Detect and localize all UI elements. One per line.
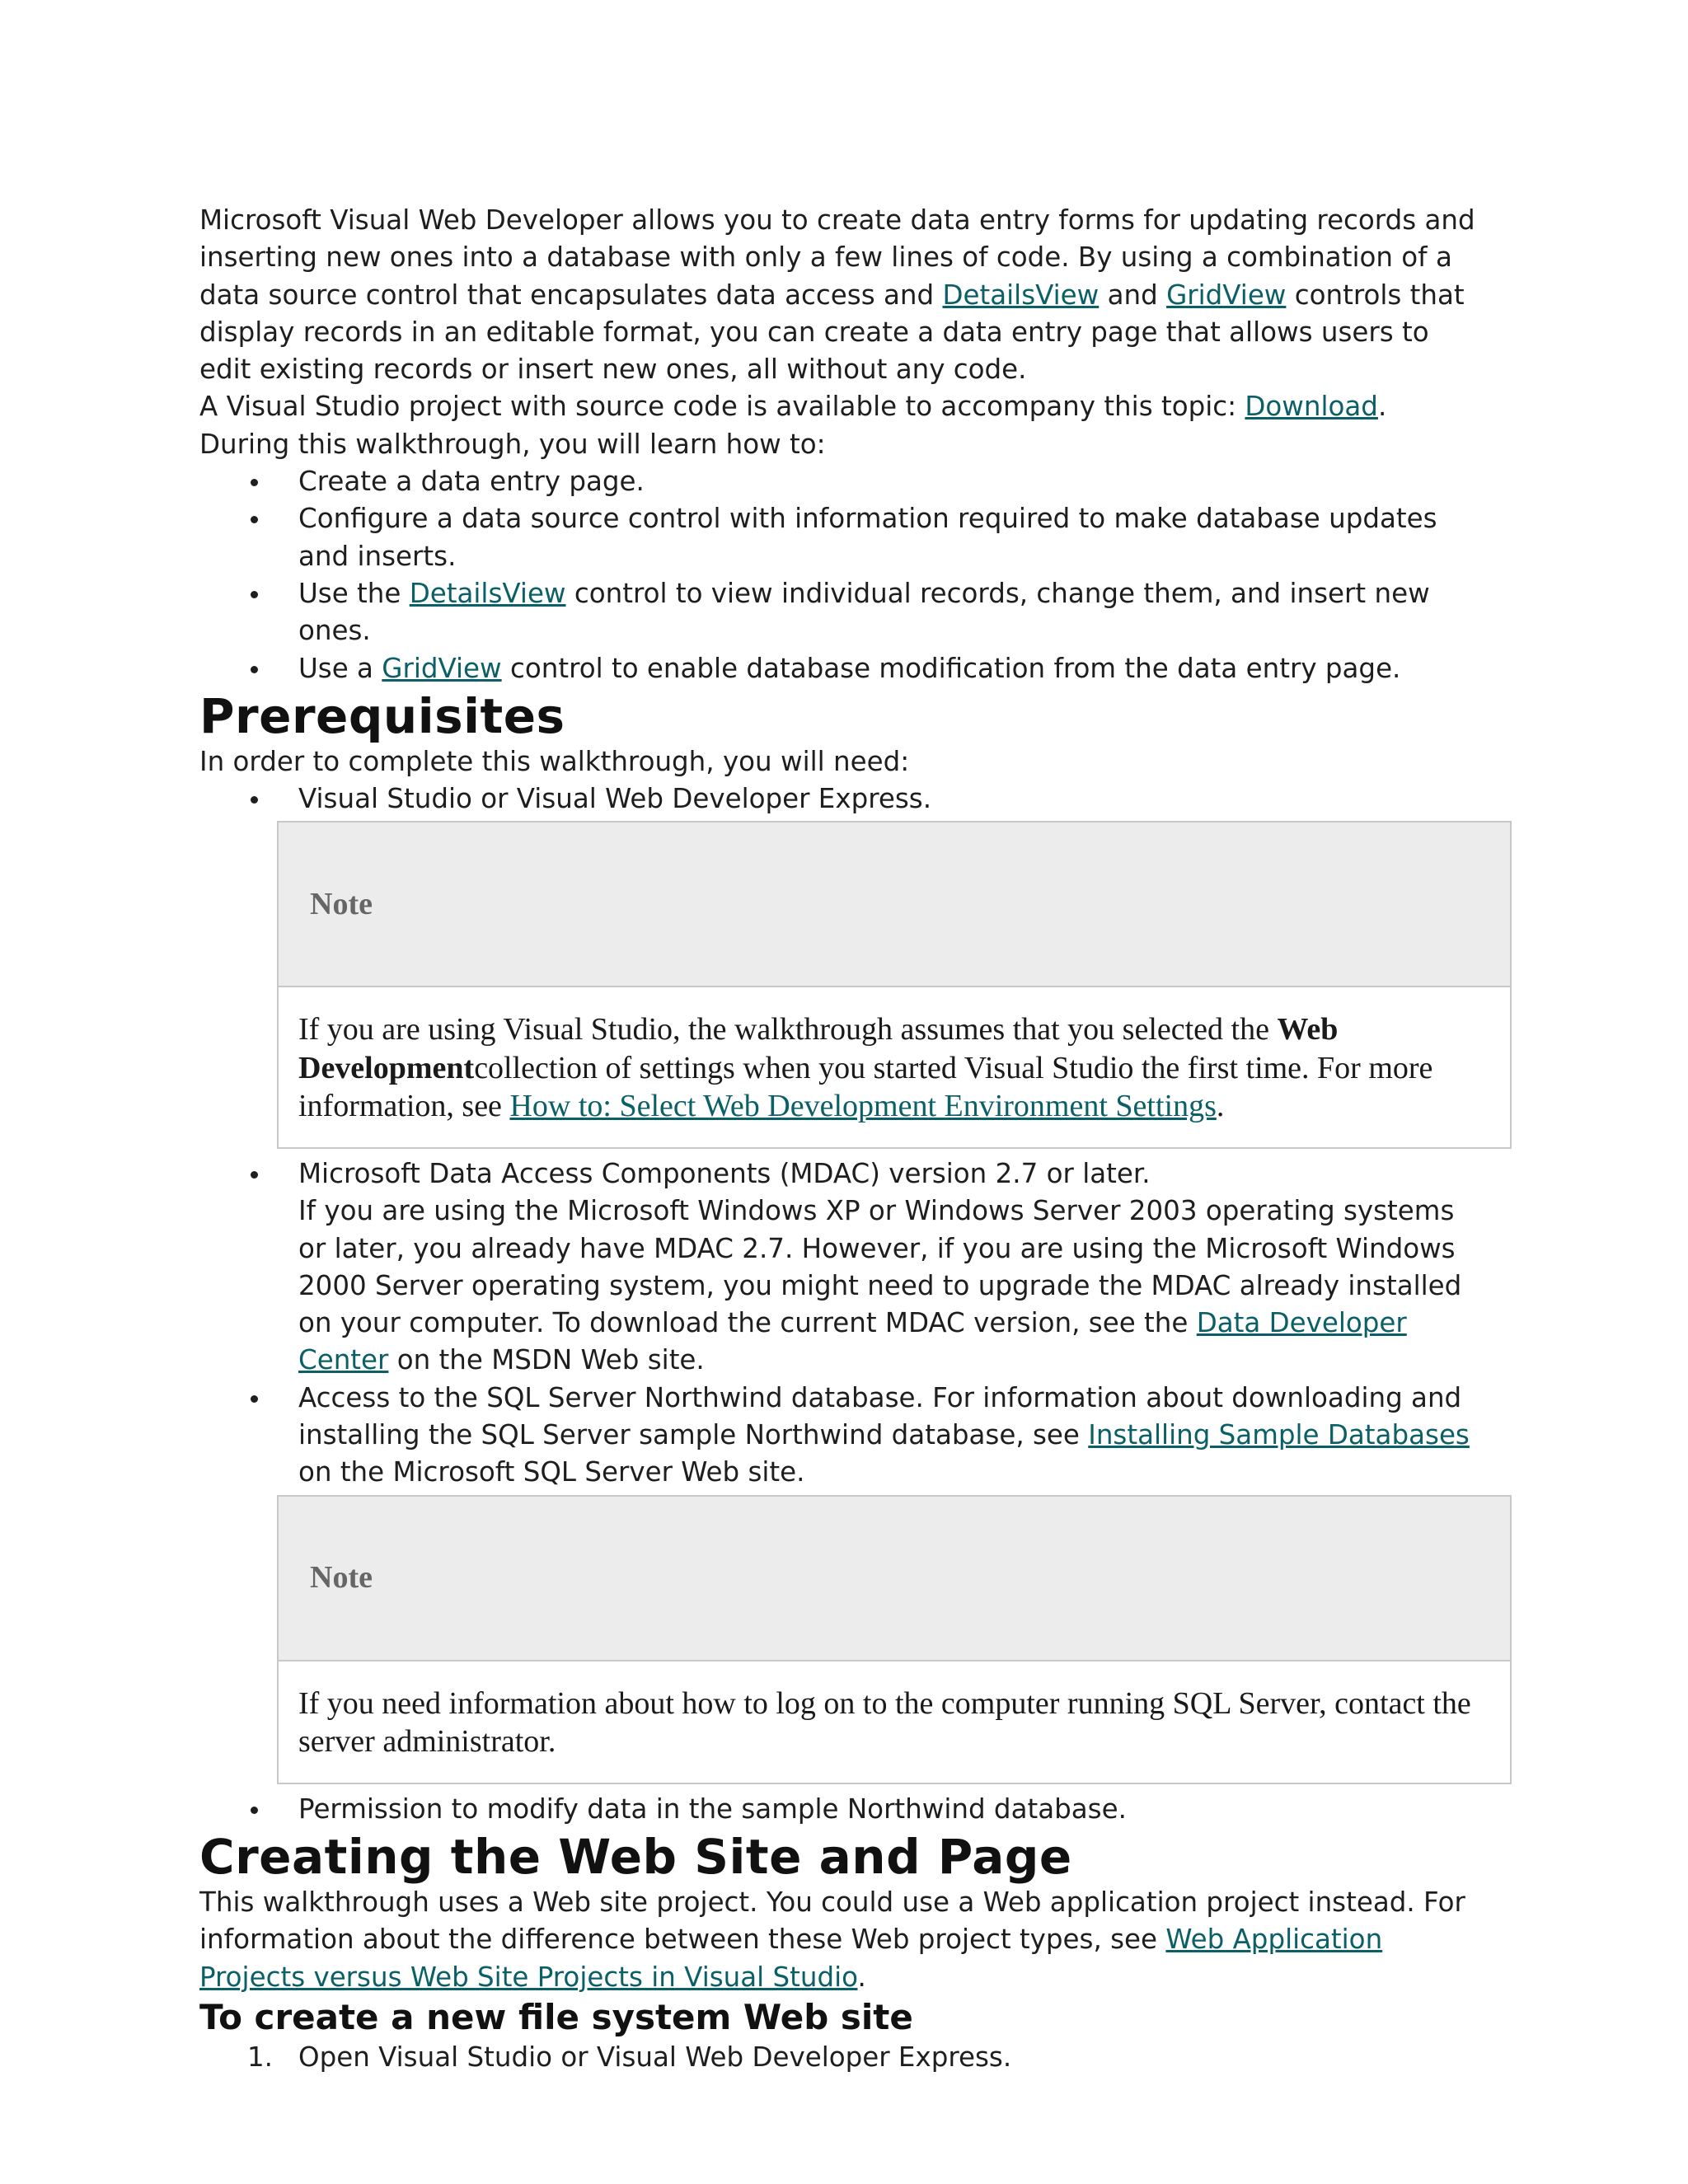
intro-paragraph xyxy=(199,202,1485,388)
download-paragraph xyxy=(199,388,1485,425)
note-text-end: . xyxy=(1216,1089,1225,1124)
web-dev-settings-link[interactable]: How to: Select Web Development Environment Settings xyxy=(509,1089,1217,1124)
list-item: Configure a data source control with information required to make database updates and inserts. xyxy=(199,500,1485,575)
list-detail xyxy=(298,1193,1485,1379)
intro-text: and xyxy=(1099,279,1167,311)
list-item xyxy=(199,1380,1485,1492)
note-box xyxy=(277,1495,1512,1784)
list-item: Visual Studio or Visual Web Developer Express. xyxy=(199,780,1485,818)
step-text: Open Visual Studio or Visual Web Developer Express. xyxy=(298,2041,1012,2073)
intro-text: controls that display records in an editable format, you can create a data entry page that allows users to edit existing records or insert new ones, all without any code. xyxy=(199,279,1465,386)
creating-heading: Creating the Web Site and Page xyxy=(199,1828,1072,1885)
list-item: Permission to modify data in the sample Northwind database. xyxy=(199,1791,1485,1828)
note-title: Note xyxy=(279,823,1510,987)
procedure-heading: To create a new file system Web site xyxy=(199,1996,913,2037)
detailsview-link[interactable]: DetailsView xyxy=(942,279,1100,311)
data-developer-center-link[interactable]: Data Developer Center xyxy=(298,1307,1407,1376)
list-item xyxy=(199,575,1485,650)
intro-text: Microsoft Visual Web Developer allows you to create data entry forms for updating records and inserting new ones into a database with only a few lines of code. By using a combination of a data source control that encapsulates data access and xyxy=(199,204,1475,311)
list-item: Create a data entry page. xyxy=(199,463,1485,500)
creating-paragraph xyxy=(199,1884,1485,1996)
gridview-link[interactable]: GridView xyxy=(382,652,502,684)
list-text: on the Microsoft SQL Server Web site. xyxy=(298,1456,805,1488)
note-box xyxy=(277,821,1512,1149)
list-text: Use a xyxy=(298,652,382,684)
document-content xyxy=(199,202,1485,2076)
installing-sample-databases-link[interactable]: Installing Sample Databases xyxy=(1088,1419,1470,1451)
detail-text: on the MSDN Web site. xyxy=(388,1344,705,1376)
download-link[interactable]: Download xyxy=(1245,391,1378,423)
download-text-end: . xyxy=(1377,391,1387,423)
list-text: Access to the SQL Server Northwind database. For information about downloading and installing the SQL Server sample Northwind database, see xyxy=(298,1381,1462,1451)
list-text: control to enable database modification from the data entry page. xyxy=(501,652,1401,684)
list-item xyxy=(199,650,1485,687)
creating-text-end: . xyxy=(857,1961,866,1993)
download-text: A Visual Studio project with source code is available to accompany this topic: xyxy=(199,391,1245,423)
note-text: If you are using Visual Studio, the walkthrough assumes that you selected the xyxy=(298,1012,1278,1047)
note-text: collection of settings when you started Visual Studio the first time. For more information, see xyxy=(298,1050,1433,1124)
detailsview-link[interactable]: DetailsView xyxy=(409,577,566,609)
prerequisites-lead: In order to complete this walkthrough, you will need: xyxy=(199,745,910,777)
note-bold-text: Web Development xyxy=(298,1012,1339,1085)
prerequisites-heading: Prerequisites xyxy=(199,687,565,744)
prerequisites-list-end xyxy=(199,1791,1485,1828)
procedure-steps xyxy=(199,2039,1485,2076)
prerequisites-list-continued xyxy=(199,1155,1485,1492)
learn-lead: During this walkthrough, you will learn how to: xyxy=(199,428,826,460)
step-item xyxy=(199,2039,1485,2076)
creating-text: This walkthrough uses a Web site project. You could use a Web application project instead. For information about the difference between these Web project types, see xyxy=(199,1886,1465,1956)
note-title: Note xyxy=(279,1497,1510,1661)
list-text: control to view individual records, change them, and insert new ones. xyxy=(298,577,1430,647)
list-item xyxy=(199,1155,1485,1380)
note-body xyxy=(279,987,1510,1147)
list-text: Microsoft Data Access Components (MDAC) version 2.7 or later. xyxy=(298,1157,1151,1189)
detail-text: If you are using the Microsoft Windows XP or Windows Server 2003 operating systems or later, you already have MDAC 2.7. However, if you are using the Microsoft Windows 2000 Server operating system, you might need to upgrade the MDAC already installed on your computer. To download the current MDAC version, see the xyxy=(298,1195,1462,1339)
step-number: 1. xyxy=(247,2041,274,2073)
gridview-link[interactable]: GridView xyxy=(1166,279,1287,311)
list-text: Use the xyxy=(298,577,410,609)
prerequisites-list xyxy=(199,780,1485,818)
note-body: If you need information about how to log on to the computer running SQL Server, contact the server administrator. xyxy=(298,1685,1471,1760)
web-app-vs-site-link[interactable]: Web Application Projects versus Web Site Projects in Visual Studio xyxy=(199,1924,1383,1993)
learn-list xyxy=(199,463,1485,687)
